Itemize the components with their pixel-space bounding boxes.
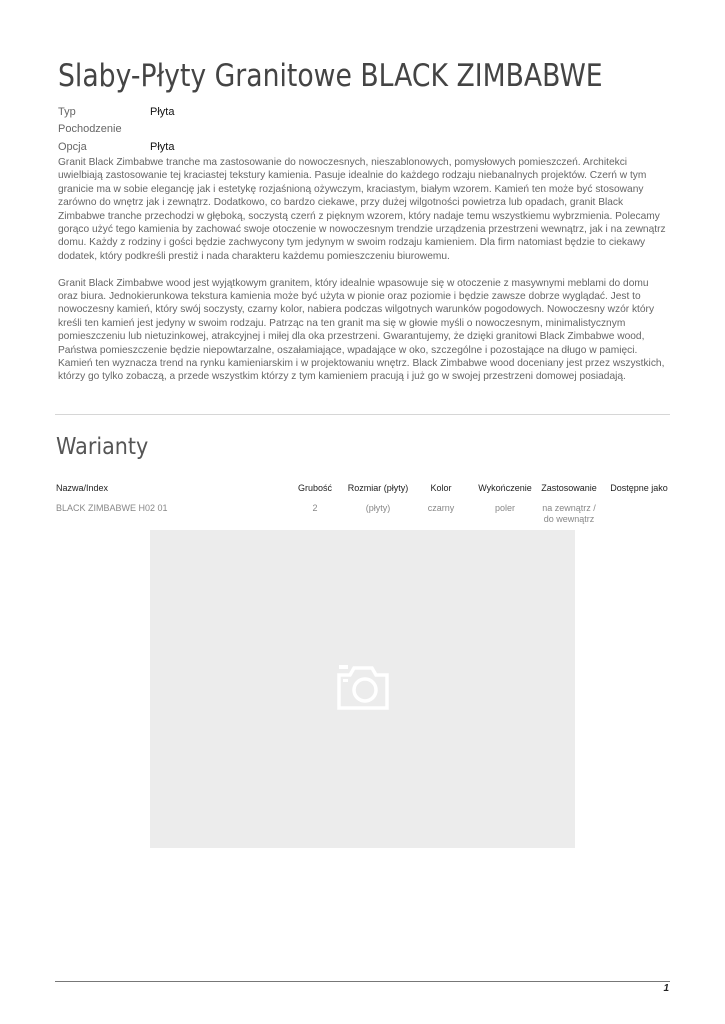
cell-color: czarny — [427, 503, 455, 513]
header-finish: Wykończenie — [478, 483, 532, 493]
product-description — [58, 156, 668, 397]
meta-label: Opcja — [58, 140, 87, 153]
meta-row-option — [58, 138, 174, 156]
description-paragraph: Granit Black Zimbabwe wood jest wyjątkowym granitem, który idealnie wpasowuje się w otoczenie z masywnymi meblami do domu oraz biura. Jednokierunkowa tekstura kamienia może być użyta w pionie oraz poziomie i będzie zawsze dobrze wyglądać. Jest to nowoczesny kamień, który swój soczysty, czarny kolor, nabiera podczas wilgotnych warunków pogodowych. Nowoczesny wzór który kreśli ten kamień jest jedyny w swoim rodzaju. Patrząc na ten granit ma się w głowie myśli o nowoczesnym, minimalistycznym pomieszczeniu lub nietuzinkowej, atrakcyjnej i miłej dla oka przestrzeni. Gwarantujemy, że dzięki granitowi Black Zimbabwe wood, Państwa pomieszczenie będzie niepowtarzalne, oszałamiające, wpadające w oko, szczególne i pozostające na długo w pamięci. Kamień ten wyznacza trend na rynku kamieniarskim i w projektowaniu wnętrz. Black Zimbabwe wood doceniany jest przez wszystkich, którzy go tylko zobaczą, a przede wszystkim którzy z tym kamieniem pracują i już go w swojej przestrzeni domowej posiadają. — [58, 277, 665, 383]
section-divider — [55, 414, 670, 415]
cell-thickness: 2 — [312, 503, 318, 513]
header-color: Kolor — [430, 483, 452, 493]
page-number: 1 — [663, 983, 669, 994]
page-title: Slaby-Płyty Granitowe BLACK ZIMBABWE — [58, 58, 603, 94]
product-meta — [58, 103, 174, 156]
product-image-placeholder — [150, 530, 575, 848]
table-row — [56, 503, 671, 529]
variants-table — [56, 483, 671, 529]
meta-label: Pochodzenie — [58, 123, 122, 136]
header-name: Nazwa/Index — [56, 483, 109, 493]
header-availability: Dostępne jako — [610, 483, 668, 493]
footer-divider — [55, 981, 670, 982]
meta-row-origin — [58, 121, 174, 139]
header-size: Rozmiar (płyty) — [347, 483, 409, 493]
cell-usage: na zewnątrz / do wewnątrz — [542, 503, 596, 524]
description-paragraph: Granit Black Zimbabwe tranche ma zastosowanie do nowoczesnych, nieszablonowych, pomysłowych pomieszczeń. Architekci uwielbiają zastosowanie tej kraciastej tekstury kamienia. Pasuje idealnie do każdego rodzaju niebanalnych projektów. Czerń w tym granicie ma w sobie elegancję jak i estetykę rozjaśnioną ożywczym, kraciastym, białym wzorem. Kamień ten może być stosowany zarówno do wnętrz jak i zewnątrz. Dodatkowo, co bardzo ciekawe, przy dużej wilgotności powietrza lub opadach, granit Black Zimbabwe tranche przechodzi w głęboką, soczystą czerń z pięknym wzorem, który nadaje temu wszystkiemu wybrzmienia. Polecamy gorąco użyć tego kamienia by zachować swoje otoczenie w nowoczesnym trendzie urządzenia przestrzeni wewnątrz, jak i na zewnątrz domu. Każdy z rodziny i gości będzie zachwycony tym jedynym w swoim rodzaju kamieniem. Dla firm natomiast będzie to ciekawy dodatek, który podkreśli prestiż i nada charakteru każdemu pomieszczeniu biurowemu. — [58, 157, 666, 262]
meta-row-type — [58, 103, 174, 121]
cell-name: BLACK ZIMBABWE H02 01 — [56, 503, 168, 513]
cell-size: (płyty) — [365, 503, 391, 513]
meta-value: Płyta — [150, 105, 175, 118]
header-usage: Zastosowanie — [541, 483, 597, 493]
table-header — [56, 483, 671, 497]
cell-finish: poler — [494, 503, 515, 513]
meta-label: Typ — [58, 105, 76, 118]
header-thickness: Grubość — [297, 483, 332, 493]
camera-icon — [336, 663, 390, 716]
meta-value: Płyta — [150, 140, 175, 153]
variants-heading: Warianty — [56, 434, 149, 460]
